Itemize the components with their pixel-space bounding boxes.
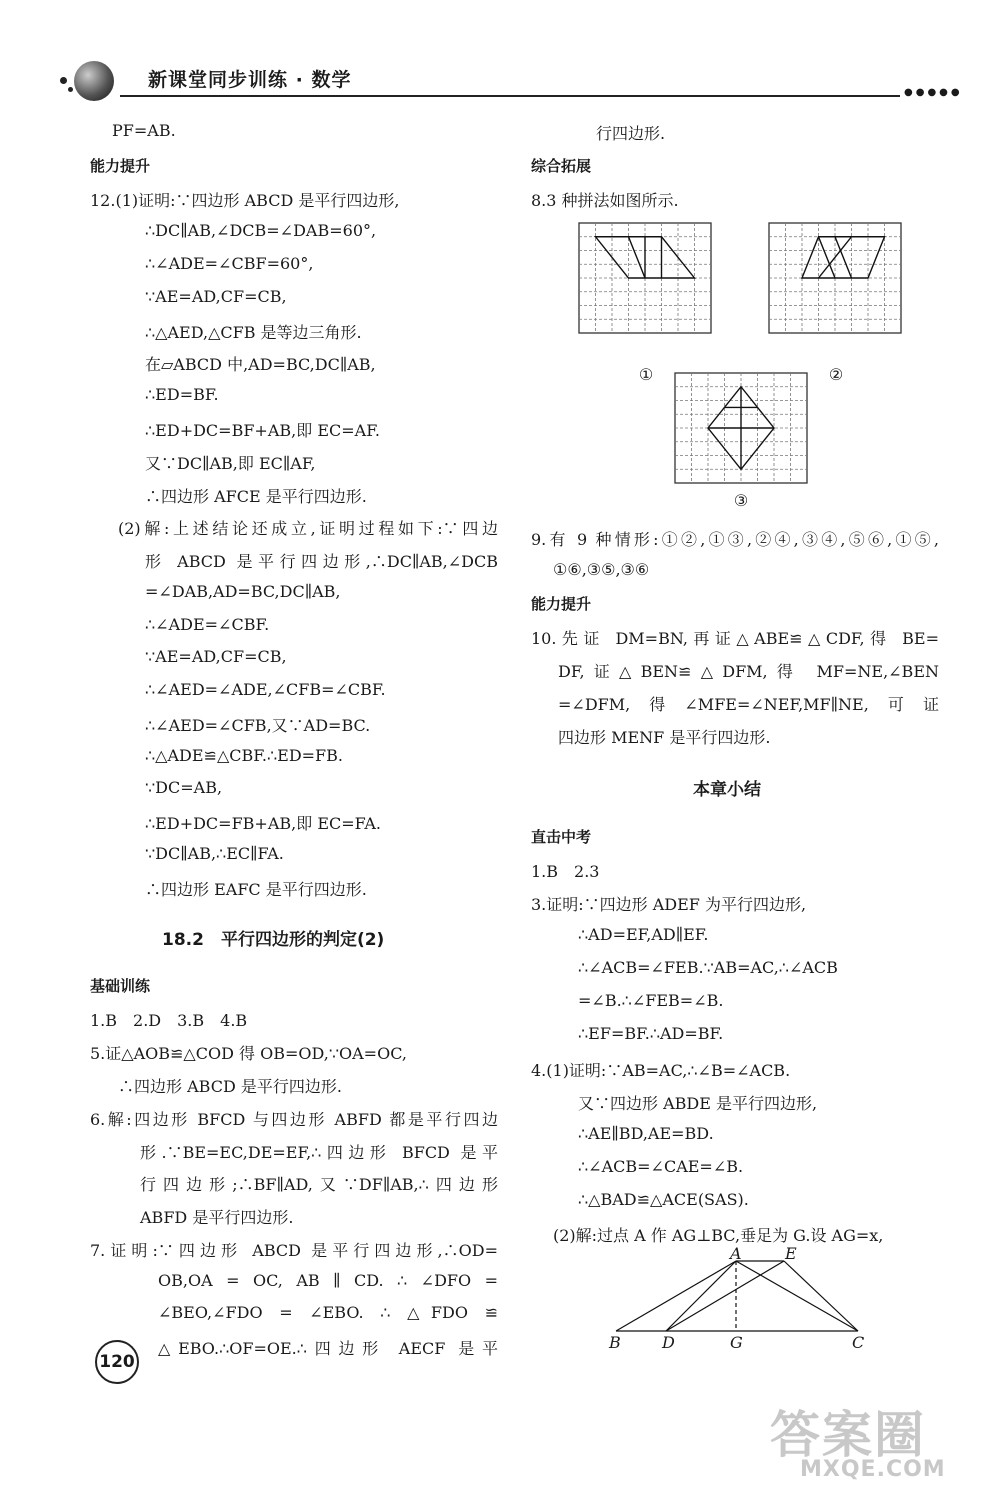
text-line: ∴AD=EF,AD∥EF. [578,925,709,944]
text-line: ∴∠ADE=∠CBF. [145,615,270,634]
text-line: ∴四边形 ABCD 是平行四边形. [118,1077,342,1096]
text-line: 四边形 MENF 是平行四边形. [558,728,771,747]
text-line: ∴∠ACB=∠FEB.∵AB=AC,∴∠ACB [578,958,838,977]
text-line: ∴∠ADE=∠CBF=60°, [145,254,314,273]
text-line: 9.有 9 种情形:①②,①③,②④,③④,⑤⑥,①⑤, [531,530,939,549]
text-line: 5.证△AOB≌△COD 得 OB=OD,∵OA=OC, [90,1044,407,1063]
point-label-c: C [852,1333,865,1352]
point-label-d: D [662,1333,675,1352]
section-label: 基础训练 [90,977,151,995]
text-line: ∴ED+DC=BF+AB,即 EC=AF. [145,421,380,440]
text-line: 8.3 种拼法如图所示. [531,191,679,210]
watermark [770,1395,946,1482]
point-label-e: E [785,1244,797,1263]
text-line: ∴DC∥AB,∠DCB=∠DAB=60°, [145,221,377,240]
point-label-b: B [609,1333,621,1352]
text-line: 3.证明:∵四边形 ADEF 为平行四边形, [531,895,807,914]
logo-dot-icon [68,87,73,92]
text-line: ∴△ADE≌△CBF.∴ED=FB. [145,746,343,765]
text-line: 1.B 2.3 [531,862,600,881]
text-line: OB,OA = OC, AB ∥ CD. ∴ ∠DFO = [158,1271,498,1290]
text-line: (2)解:过点 A 作 AG⊥BC,垂足为 G.设 AG=x, [553,1226,884,1245]
text-line: ∴∠AED=∠CFB,又∵AD=BC. [145,716,371,735]
text-line: ∴ED+DC=FB+AB,即 EC=FA. [145,814,382,833]
text-line: 又∵四边形 ABDE 是平行四边形, [578,1094,818,1113]
text-line: ∵DC=AB, [145,778,223,797]
text-line: DF,证△BEN≌△DFM,得 MF=NE,∠BEN [558,662,939,681]
text-line: 又∵DC∥AB,即 EC∥AF, [145,454,316,473]
text-line: 形.∵BE=EC,DE=EF,∴四边形 BFCD 是平 [140,1143,498,1162]
page-header [60,55,963,105]
section-label: 能力提升 [90,157,151,175]
text-line: ∵AE=AD,CF=CB, [145,647,287,666]
text-line: ∴∠ACB=∠CAE=∠B. [578,1157,744,1176]
page-number: 120 [95,1340,139,1384]
text-line: ABFD 是平行四边形. [140,1208,294,1227]
text-line: ①⑥,③⑤,③⑥ [553,560,650,579]
text-line: ∴∠AED=∠ADE,∠CFB=∠CBF. [145,680,386,699]
text-line: △EBO.∴OF=OE.∴四边形 AECF 是平 [158,1339,498,1358]
text-line: ∴ED=BF. [145,385,219,404]
text-line: 行四边形;∴BF∥AD,又∵DF∥AB,∴四边形 [140,1175,498,1194]
grid-figure-1 [578,222,714,336]
grid-figure-3 [674,372,810,486]
header-dots-icon: ●●●●● [904,87,963,98]
text-line: 4.(1)证明:∵AB=AC,∴∠B=∠ACB. [531,1061,791,1080]
figure-label-2: ② [828,365,844,384]
text-line: ∵AE=AD,CF=CB, [145,287,287,306]
text-line: ∴△AED,△CFB 是等边三角形. [145,323,362,342]
text-line: 7.证明:∵四边形 ABCD 是平行四边形,∴OD= [90,1241,498,1260]
section-heading: 本章小结 [693,780,761,800]
figure-label-3: ③ [733,491,749,510]
watermark-logo-text: 答案圈 [770,1406,926,1464]
text-line: 1.B 2.D 3.B 4.B [90,1011,248,1030]
text-line: ∴四边形 EAFC 是平行四边形. [145,880,367,899]
logo-dot-icon [60,77,67,84]
section-label: 直击中考 [531,828,592,846]
point-label-g: G [730,1333,743,1352]
text-line: 形 ABCD 是平行四边形,∴DC∥AB,∠DCB [145,552,498,571]
text-line: 6.解:四边形 BFCD 与四边形 ABFD 都是平行四边 [90,1110,498,1129]
text-line: 12.(1)证明:∵四边形 ABCD 是平行四边形, [90,191,400,210]
section-label: 能力提升 [531,595,592,613]
text-line: ∴AE∥BD,AE=BD. [578,1124,714,1143]
text-line: =∠DFM,得∠MFE=∠NEF,MF∥NE,可证 [558,695,939,714]
text-line: (2)解:上述结论还成立,证明过程如下:∵四边 [118,519,498,538]
text-line: ∵DC∥AB,∴EC∥FA. [145,844,284,863]
text-line: ∴EF=BF.∴AD=BF. [578,1024,724,1043]
text-line: 行四边形. [596,124,666,143]
grid-figure-2 [768,222,904,336]
text-line: =∠B.∴∠FEB=∠B. [578,991,724,1010]
watermark-url: MXQE.COM [800,1457,946,1482]
point-label-a: A [730,1244,742,1263]
section-label: 综合拓展 [531,157,592,175]
book-logo-icon [74,61,114,101]
figure-label-1: ① [638,365,654,384]
header-title: 新课堂同步训练 · 数学 [148,69,352,91]
header-rule [120,95,900,97]
text-line: ∴四边形 AFCE 是平行四边形. [145,487,367,506]
text-line: 10.先证 DM=BN,再证△ABE≌△CDF,得 BE= [531,629,939,648]
text-line: ∴△BAD≌△ACE(SAS). [578,1190,749,1209]
text-line: ∠BEO,∠FDO = ∠EBO. ∴ △FDO ≌ [158,1303,498,1322]
text-line: =∠DAB,AD=BC,DC∥AB, [145,582,341,601]
section-heading: 18.2 平行四边形的判定(2) [162,930,385,950]
text-line: PF=AB. [112,121,176,140]
text-line: 在▱ABCD 中,AD=BC,DC∥AB, [145,355,376,374]
